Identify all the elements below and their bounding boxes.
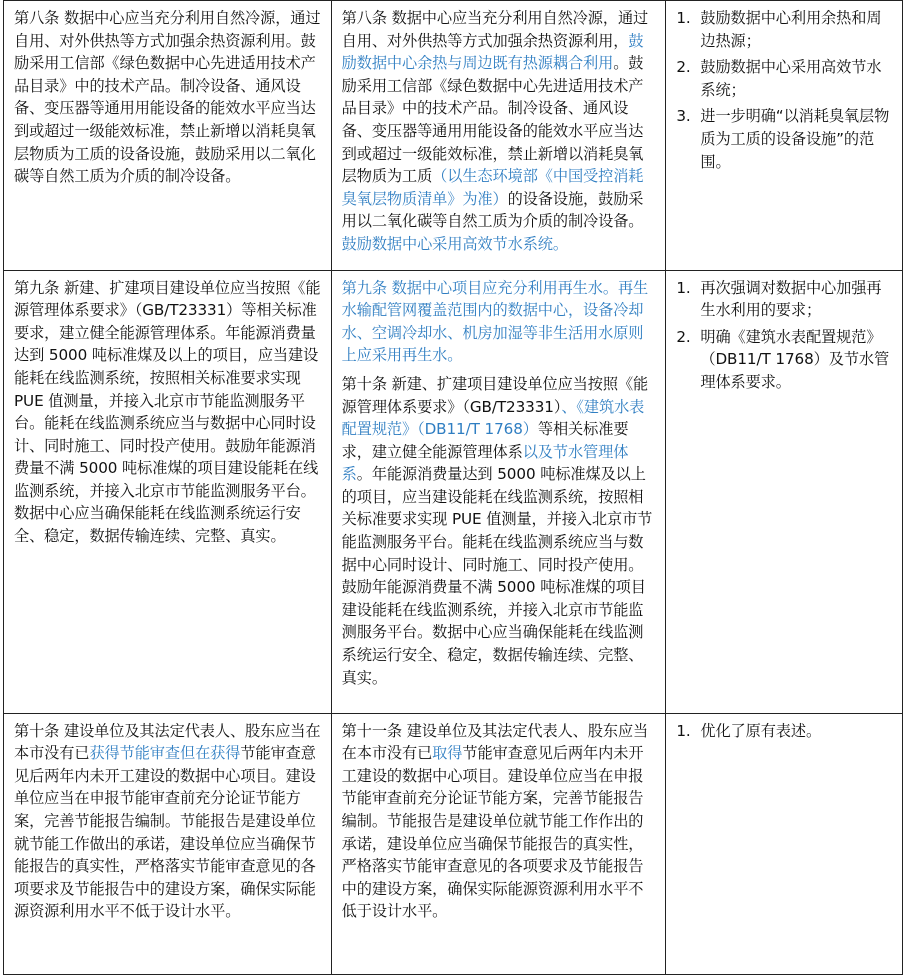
highlighted-change: （以生态环境部《中国受控消耗臭氧层物质清单》为准） (341, 167, 644, 208)
revised-clause-text (342, 277, 658, 367)
change-notes-cell (666, 713, 903, 974)
revised-clause-cell (331, 270, 666, 713)
original-clause-text: 第十条 建设单位及其法定代表人、股东应当在本市没有已获得节能审查但在获得节能审查意见后两年内未开工建设的数据中心项目。建设单位应当在申报节能审查前充分论证节能方案，完善节能报告编制。节能报告是建设单位就节能工作做出的承诺，建设单位应当确保节能报告的真实性，严格落实节能审查意见的各项要求及节能报告中的建设方案，确保实际能源资源利用水平不低于设计水平。 (14, 721, 321, 921)
table-row (4, 713, 903, 974)
revised-clause-text: 第十一条 建设单位及其法定代表人、股东应当在本市没有已取得节能审查意见后两年内未开工建设的数据中心项目。建设单位应当在申报节能审查前充分论证节能方案，完善节能报告编制。节能报告是建设单位就节能工作作出的承诺，建设单位应当确保节能报告的真实性，严格落实节能审查意见的各项要求及节能报告中的建设方案，确保实际能源资源利用水平不低于设计水平。 (341, 721, 649, 921)
revised-clause-cell (331, 1, 666, 271)
change-notes-list (676, 720, 894, 743)
table-row (4, 1, 903, 271)
change-notes-list (676, 277, 894, 394)
highlighted-change: 、《建筑水表配置规范》（DB11/T 1768） (341, 397, 645, 439)
list-item: 2. 鼓励数据中心采用高效节水系统； (676, 58, 882, 99)
highlighted-change: 第九条 数据中心项目应充分利用再生水。再生水输配管网覆盖范围内的数据中心，设备冷却水、空调冷却水、机房加湿等非生活用水原则上应采用再生水。 (341, 278, 649, 365)
original-clause-text: 第八条 数据中心应当充分利用自然冷源，通过自用、对外供热等方式加强余热资源利用。鼓励采用工信部《绿色数据中心先进适用技术产品目录》中的技术产品。制冷设备、通风设备、变压器等通用用能设备的能效水平应当达到或超过一级能效标准，禁止新增以消耗臭氧层物质为工质的设备设施，鼓励采用以二氧化碳等自然工质为介质的制冷设备。 (14, 9, 321, 186)
highlighted-change: 以及节水管理体系 (341, 442, 629, 484)
highlighted-change: 鼓励数据中心采用高效节水系统。 (341, 234, 568, 253)
highlighted-change: 鼓励数据中心余热与周边既有热源耦合利用 (341, 31, 644, 73)
change-notes-cell (666, 270, 903, 713)
revised-clause-text: 第十条 新建、扩建项目建设单位应当按照《能源管理体系要求》（GB/T23331）、《建筑水表配置规范》（DB11/T 1768）等相关标准要求，建立健全能源管理体系以及节水管理体系。年能源消费量达到 5000 吨标准煤及以上的项目，应当建设能耗在线监测系统，按照相关标准要求实现 PUE 值测量，并接入北京市节能监测服务平台。能耗在线监测系统应当与数据中心同时设计、同时施工、同时投产使用。鼓励年能源消费量不满 5000 吨标准煤的项目建设能耗在线监测系统，并接入北京市节能监测服务平台。数据中心应当确保能耗在线监测系统运行安全、稳定，数据传输连续、完整、真实。 (341, 374, 653, 687)
original-clause-text: 第九条 新建、扩建项目建设单位应当按照《能源管理体系要求》（GB/T23331）等相关标准要求，建立健全能源管理体系。年能源消费量达到 5000 吨标准煤及以上的项目，应当建设能耗在线监测系统，按照相关标准要求实现 PUE 值测量，并接入北京市节能监测服务平台。能耗在线监测系统应当与数据中心同时设计、同时施工、同时投产使用。鼓励年能源消费量不满 5000 吨标准煤的项目建设能耗在线监测系统，并接入北京市节能监测服务平台。数据中心应当确保能耗在线监测系统运行安全、稳定，数据传输连续、完整、真实。 (14, 278, 321, 546)
highlighted-change: 获得节能审查但在获得 (89, 744, 241, 763)
revised-clause-cell (331, 713, 666, 974)
change-notes-list (676, 7, 894, 173)
revised-clause-text: 第八条 数据中心应当充分利用自然冷源，通过自用、对外供热等方式加强余热资源利用，鼓励数据中心余热与周边既有热源耦合利用。鼓励采用工信部《绿色数据中心先进适用技术产品目录》中的技术产品。制冷设备、通风设备、变压器等通用用能设备的能效水平应当达到或超过一级能效标准，禁止新增以消耗臭氧层物质为工质（以生态环境部《中国受控消耗臭氧层物质清单》为准）的设备设施，鼓励采用以二氧化碳等自然工质为介质的制冷设备。鼓励数据中心采用高效节水系统。 (341, 9, 649, 253)
original-clause-cell (4, 713, 332, 974)
highlighted-change: 取得 (432, 744, 463, 763)
original-clause-cell (4, 270, 332, 713)
list-item: 1. 优化了原有表述。 (676, 721, 822, 740)
list-item: 3. 进一步明确“以消耗臭氧层物质为工质的设备设施”的范围。 (676, 107, 890, 171)
change-notes-cell (666, 1, 903, 271)
table-row (4, 270, 903, 713)
original-clause-cell (4, 1, 332, 271)
list-item: 2. 明确《建筑水表配置规范》（DB11/T 1768）及节水管理体系要求。 (676, 327, 890, 391)
list-item: 1. 鼓励数据中心利用余热和周边热源； (676, 9, 882, 50)
list-item: 1. 再次强调对数据中心加强再生水利用的要求； (676, 278, 882, 320)
comparison-table (3, 0, 903, 975)
